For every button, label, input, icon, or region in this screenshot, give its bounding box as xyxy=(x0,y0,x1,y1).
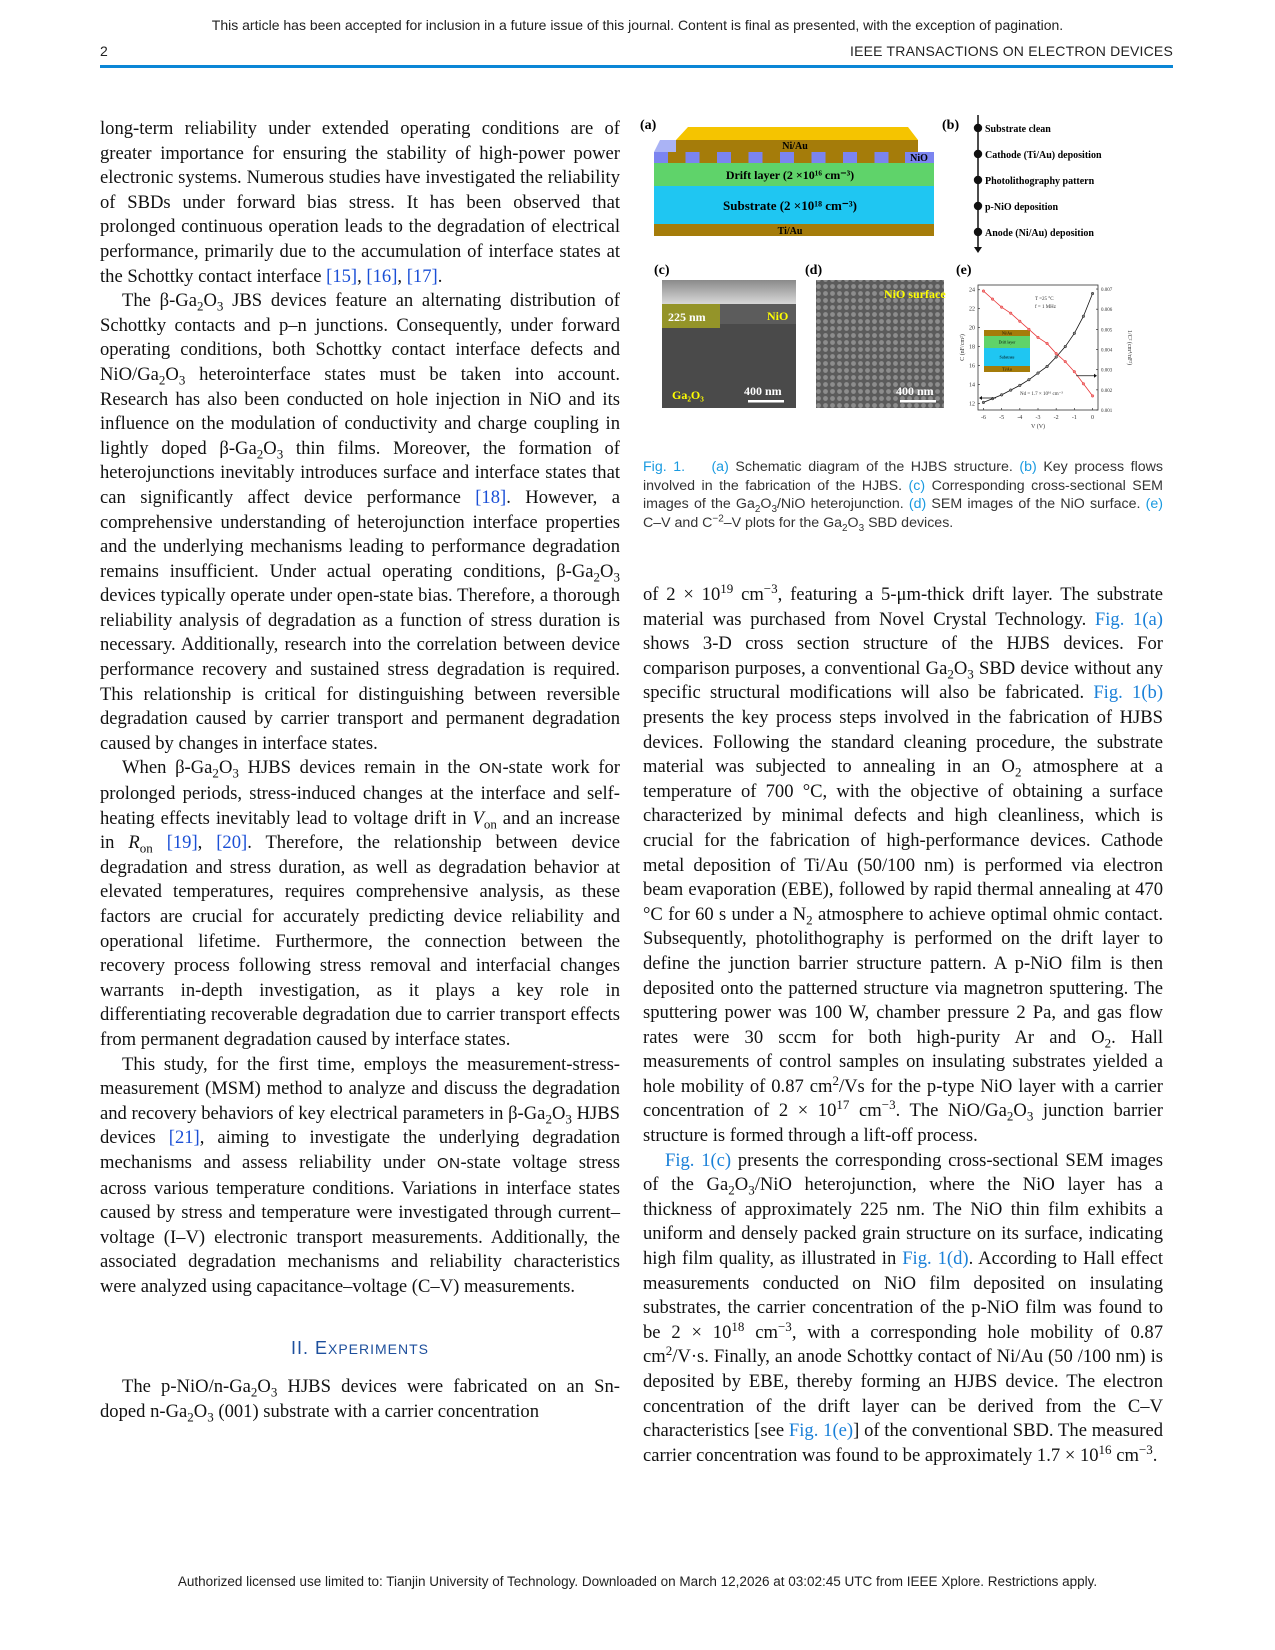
license-footer: Authorized licensed use limited to: Tianjin University of Technology. Downloaded on March 12,2026 at 03:02:45 UTC from IEEE Xplore. Restrictions apply. xyxy=(177,1574,1098,1589)
page-number: 2 xyxy=(100,43,108,59)
x-tick-label: -3 xyxy=(1035,415,1041,421)
scale-bar-d xyxy=(900,400,936,403)
data-point xyxy=(1091,395,1094,398)
y-tick-label: 14 xyxy=(969,382,975,389)
x-tick-label: -5 xyxy=(999,415,1005,421)
data-point xyxy=(1046,342,1049,345)
data-point xyxy=(1019,320,1022,323)
data-point xyxy=(1064,360,1067,363)
y2-tick-label: 0.006 xyxy=(1101,308,1113,314)
citation-link[interactable]: [16] xyxy=(366,265,398,287)
process-flow xyxy=(974,115,1102,253)
x-tick-label: -1 xyxy=(1071,415,1077,421)
figure-link[interactable]: Fig. 1(b) xyxy=(1093,682,1164,704)
y-tick-label: 18 xyxy=(969,344,975,351)
data-point xyxy=(1028,378,1031,381)
y2-tick-label: 0.003 xyxy=(1101,368,1113,374)
data-point xyxy=(1082,382,1085,385)
acceptance-notice: This article has been accepted for inclusion in a future issue of this journal. Content is final as presented, with the exception of pagination. xyxy=(211,17,1064,33)
nio-block xyxy=(654,152,668,163)
chart-annotation: Nd = 1.7 × 10¹⁶ cm⁻³ xyxy=(1020,392,1063,397)
data-point xyxy=(1019,384,1022,387)
data-point xyxy=(1073,370,1076,373)
data-point xyxy=(1055,356,1058,359)
left-column xyxy=(100,117,620,1424)
inset-layer-label: Drift layer xyxy=(998,339,1016,345)
x-tick-label: 0 xyxy=(1091,415,1095,421)
figure-link[interactable]: Fig. 1(c) xyxy=(665,1149,732,1171)
y2-tick-label: 0.005 xyxy=(1101,328,1113,334)
caption-ref-b[interactable]: (b) xyxy=(1019,459,1037,475)
hjbs-schematic xyxy=(654,127,934,237)
drift-label: Drift layer (2 ×10¹⁶ cm⁻³) xyxy=(725,168,855,182)
y-tick-label: 16 xyxy=(969,363,975,370)
data-point xyxy=(1073,332,1076,335)
nio-block xyxy=(843,152,857,163)
scale-bar-c xyxy=(748,400,784,403)
timeline-arrow-icon xyxy=(974,247,982,253)
nio-bevel xyxy=(654,140,676,152)
panel-label-c: (c) xyxy=(654,263,670,278)
inset-layer-label: Substrate xyxy=(999,354,1015,360)
x-tick-label: -4 xyxy=(1017,415,1023,421)
process-step-label: Anode (Ni/Au) deposition xyxy=(985,228,1094,239)
caption-ref-e[interactable]: (e) xyxy=(1145,496,1164,513)
cathode-label: Ti/Au xyxy=(777,226,803,237)
x-tick-label: -6 xyxy=(980,415,986,421)
data-point xyxy=(1009,312,1012,315)
data-point xyxy=(1028,328,1031,331)
paragraph: The $\beta-Ga_2O_3$ JBS devices feature an alternating distribution of Schottky contacts and p–n junctions. Consequently, under forward operating conditions, both Schottky contact interface defects and NiO/$Ga_2O_3$ heterointerface states must be taken into account. Research has also been conducted on hole injection in NiO and its influence on the modulation of conductivity and charge coupling in lightly doped $\beta-Ga_2O_3$ thin films. Moreover, the formation of heterojunctions inevitably introduces surface and interface states that can significantly affect device performance [18]. However, a comprehensive understanding of heterojunction interface properties and the underlying mechanisms leading to performance degradation remains insufficient. Under actual operating conditions, $\beta-Ga_2O_3$ devices typically operate under open-state bias. Therefore, a thorough reliability analysis of degradation as a function of stress duration is necessary. Additionally, research into the correlation between device performance recovery and sustained stress degradation is required. This relationship is critical for distinguishing between reversible degradation caused by carrier transport and permanent degradation caused by changes in interface states. xyxy=(100,290,621,754)
nio-label: NiO xyxy=(910,153,928,164)
paragraph: of $2 \times 10^{19}$ $cm^{-3}$, featuring a 5-μm-thick drift layer. The substrate material was purchased from Novel Crystal Technology. Fig. 1(a) shows 3-D cross section structure of the HJBS devices. For comparison purposes, a conventional $Ga_2O_3$ SBD device without any specific structural modifications will also be fabricated. Fig. 1(b) presents the key process steps involved in the fabrication of HJBS devices. Following the standard cleaning procedure, the substrate material was subjected to annealing in an $O_2$ atmosphere at a temperature of 700 °C, with the objective of obtaining a surface characterized by minimal defects and high cleanliness, which is crucial for the fabrication of high-performance devices. Cathode metal deposition of Ti/Au (50/100 nm) is performed via electron beam evaporation (EBE), followed by rapid thermal annealing at 470 °C for 60 s under a $N_2$ atmosphere to achieve optimal ohmic contact. Subsequently, photolithography is performed on the drift layer to define the junction barrier structure pattern. A p-NiO film is then deposited onto the patterned structure via magnetron sputtering. The sputtering power was 100 W, chamber pressure 2 Pa, and gas flow rates were 30 sccm for both high-purity Ar and $O_2$. Hall measurements of control samples on insulating substrates yielded a hole mobility of 0.87 $cm^2/Vs$ for the p-type NiO layer with a carrier concentration of $2 \times 10^{17}$ $cm^{-3}$. The NiO/$Ga_2O_3$ junction barrier structure is formed through a lift-off process. xyxy=(643,580,1164,1147)
data-point xyxy=(1037,336,1040,339)
panel-label-b: (b) xyxy=(942,118,960,133)
y2-tick-label: 0.002 xyxy=(1101,388,1113,394)
process-step-dot xyxy=(974,150,982,158)
nio-block xyxy=(875,152,889,163)
paragraph: long-term reliability under extended operating conditions are of greater importance for ensuring the stability of high-power power electronic systems. Numerous studies have investigated the reliability of SBDs under forward bias stress. It has been observed that prolonged continuous operation leads to the degradation of electrical performance, primarily due to the accumulation of interface states at the Schottky contact interface [15], [16], [17]. xyxy=(100,118,620,287)
right-column xyxy=(643,580,1164,1468)
citation-link[interactable]: [18] xyxy=(475,486,507,508)
process-step-label: p-NiO deposition xyxy=(985,202,1059,213)
data-point xyxy=(1046,365,1049,368)
nio-block xyxy=(780,152,794,163)
panel-label-a: (a) xyxy=(640,118,657,133)
y-axis-label: C (nF/cm²) xyxy=(960,334,966,361)
chart-annotation: T =25 °C xyxy=(1035,297,1054,302)
ga2o3-label: Ga₂O₃ xyxy=(672,388,704,402)
figure-link[interactable]: Fig. 1(d) xyxy=(902,1248,969,1270)
surface-title: NiO surface xyxy=(884,287,946,301)
y2-tick-label: 0.007 xyxy=(1101,288,1113,294)
y2-tick-label: 0.001 xyxy=(1101,409,1113,414)
citation-link[interactable]: [21] xyxy=(168,1127,200,1149)
nio-block xyxy=(717,152,731,163)
y-tick-label: 12 xyxy=(969,401,975,408)
caption-ref-d[interactable]: (d) xyxy=(908,496,927,513)
chart-annotation: f = 1 MHz xyxy=(1035,305,1057,310)
data-point xyxy=(1064,345,1067,348)
process-step-label: Substrate clean xyxy=(985,124,1051,135)
journal-name: IEEE TRANSACTIONS ON ELECTRON DEVICES xyxy=(850,43,1173,59)
anode-label: Ni/Au xyxy=(782,141,808,152)
paragraph: Fig. 1(c) presents the corresponding cross-sectional SEM images of the $Ga_2O_3$/NiO heterojunction, where the NiO layer has a thickness of approximately 225 nm. The NiO thin film exhibits a uniform and densely packed grain structure on its surface, indicating high film quality, as illustrated in Fig. 1(d). According to Hall effect measurements conducted on NiO film deposited on insulating substrates, the carrier concentration of the p-NiO film was found to be $2 \times 10^{18}$ $cm^{-3}$, with a corresponding hole mobility of 0.87 $cm^2/V\cdot s$. Finally, an anode Schottky contact of Ni/Au (50 /100 nm) is deposited by EBE, thereby forming an HJBS device. The electron concentration of the drift layer can be derived from the C–V characteristics [see Fig. 1(e)] of the conventional SBD. The measured carrier concentration was found to be approximately $1.7 \times 10^{16}$ $cm^{-3}$. xyxy=(643,1149,1163,1466)
caption-label: Fig. 1. xyxy=(643,459,686,475)
inset-layer-label: Ni/Au xyxy=(1002,330,1012,336)
paragraph: The $p-NiO/n-Ga_2O_3$ HJBS devices were fabricated on an Sn-doped $n-Ga_2O_3$ (001) substrate with a carrier concentration xyxy=(100,1376,620,1425)
sem-cross-section xyxy=(662,280,796,408)
y2-axis-label: 1/C² (cm⁴/nF²) xyxy=(1126,329,1132,366)
process-step-label: Cathode (Ti/Au) deposition xyxy=(985,150,1102,161)
data-point xyxy=(1000,306,1003,309)
anode-top-face xyxy=(676,127,918,140)
figure-link[interactable]: Fig. 1(a) xyxy=(1094,608,1163,630)
data-point xyxy=(1037,372,1040,375)
paragraph: This study, for the first time, employs the measurement-stress-measurement (MSM) method to analyze and discuss the degradation and recovery behaviors of key electrical parameters in $\beta-Ga_2O_3$ HJBS devices [21], aiming to investigate the underlying degradation mechanisms and assess reliability under ON-state voltage stress across various temperature conditions. Variations in interface states caused by stress and temperature were investigated through current–voltage (I–V) electronic transport measurements. Additionally, the associated degradation mechanisms and reliability characteristics were analyzed using capacitance–voltage (C–V) measurements. xyxy=(100,1053,621,1297)
citation-link[interactable]: [15] xyxy=(326,265,358,287)
process-step-dot xyxy=(974,202,982,210)
scale-label-c: 400 nm xyxy=(744,384,782,398)
caption-ref-a[interactable]: (a) xyxy=(711,459,729,475)
data-point xyxy=(1000,394,1003,397)
paragraph: When $\beta-Ga_2O_3$ HJBS devices remain in the ON-state work for prolonged periods, stress-induced changes at the interface and self-heating effects inevitably lead to voltage drift in $V_{on}$ and an increase in $R_{on}$ [19], [20]. Therefore, the relationship between device degradation and stress duration, as well as degradation behavior at elevated temperatures, requires comprehensive analysis, as these factors are crucial for accurately predicting device reliability and operational lifetime. Furthermore, the connection between the recovery process following stress removal and interfacial changes warrants in-depth investigation, as it plays a key role in differentiating recoverable degradation due to carrier transport effects from permanent degradation caused by interface states. xyxy=(100,757,620,1050)
figure-1 xyxy=(640,115,1180,455)
substrate-label: Substrate (2 ×10¹⁸ cm⁻³) xyxy=(723,198,857,213)
process-step-dot xyxy=(974,228,982,236)
data-point xyxy=(1091,292,1094,295)
caption-ref-c[interactable]: (c) xyxy=(908,477,926,494)
data-point xyxy=(1009,389,1012,392)
process-step-dot xyxy=(974,124,982,132)
x-axis-label: V (V) xyxy=(1030,424,1046,430)
cv-chart xyxy=(959,285,1133,430)
nio-block xyxy=(686,152,700,163)
process-step-label: Photolithography pattern xyxy=(985,176,1095,187)
panel-label-e: (e) xyxy=(956,263,972,278)
section-heading: II. EXPERIMENTS xyxy=(290,1337,430,1358)
y-tick-label: 20 xyxy=(969,325,975,332)
y2-tick-label: 0.004 xyxy=(1101,348,1113,354)
citation-link[interactable]: [20] xyxy=(216,832,248,854)
citation-link[interactable]: [17] xyxy=(406,265,438,287)
data-point xyxy=(1055,352,1058,355)
inset-layer-label: Ti/Au xyxy=(1002,366,1012,372)
x-tick-label: -2 xyxy=(1053,415,1059,421)
panel-label-d: (d) xyxy=(805,263,823,278)
thickness-label: 225 nm xyxy=(668,310,706,324)
y-tick-label: 22 xyxy=(969,306,975,313)
data-point xyxy=(982,401,985,404)
data-point xyxy=(991,298,994,301)
sem-surface xyxy=(816,280,946,408)
data-point xyxy=(1082,315,1085,318)
nio-top-label: NiO xyxy=(767,309,789,323)
nio-block xyxy=(749,152,763,163)
scale-label-d: 400 nm xyxy=(896,384,934,398)
figure-link[interactable]: Fig. 1(e) xyxy=(788,1420,854,1442)
figure-1-graphic xyxy=(640,115,1180,455)
nio-block xyxy=(812,152,826,163)
citation-link[interactable]: [19] xyxy=(166,832,198,854)
figure-caption: Fig. 1. (a) Schematic diagram of the HJBS structure. (b) Key process flows involved in the fabrication of the HJBS. (c) Corresponding cross-sectional SEM images of the $Ga_2O_3$/NiO heterojunction. (d) SEM images of the NiO surface. (e) C–V and $C^{-2}-V$ plots for the $Ga_2O_3$ SBD devices. xyxy=(643,459,1164,534)
header-rule xyxy=(100,65,1173,68)
sem-c-top xyxy=(662,280,796,304)
data-point xyxy=(982,290,985,293)
process-step-dot xyxy=(974,176,982,184)
y-tick-label: 24 xyxy=(969,287,975,294)
